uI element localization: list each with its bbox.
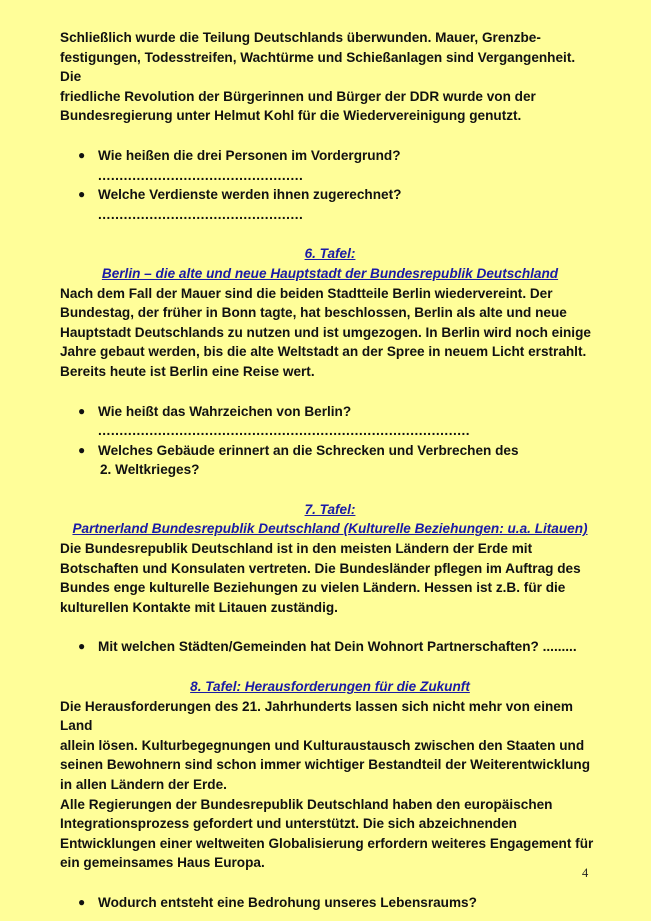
question-item	[60, 441, 600, 480]
bullet-icon: ●	[78, 442, 86, 457]
question-item	[60, 185, 600, 224]
tafel7-number: 7. Tafel:	[304, 501, 356, 517]
tafel7-questions	[60, 637, 600, 657]
question-text: Mit welchen Städten/Gemeinden hat Dein Wohnort Partnerschaften? .........	[98, 639, 577, 655]
answer-line: ................................................	[98, 206, 304, 222]
question-text: Wie heißt das Wahrzeichen von Berlin?	[98, 403, 352, 419]
question-continuation: 2. Weltkrieges?	[100, 462, 200, 478]
question-item	[60, 893, 600, 913]
question-text: Welches Gebäude erinnert an die Schrecken und Verbrechen des	[98, 442, 519, 458]
question-text: Wie heißen die drei Personen im Vordergrund?	[98, 147, 401, 163]
tafel7-title: Partnerland Bundesrepublik Deutschland (Kulturelle Beziehungen: u.a. Litauen)	[72, 521, 588, 537]
tafel6-questions	[60, 402, 600, 480]
question-item	[60, 402, 600, 441]
page-number: 4	[582, 866, 589, 880]
tafel7-paragraph: Die Bundesrepublik Deutschland ist in den meisten Ländern der Erde mit Botschaften und Konsulaten vertreten. Die Bundesländer pflegen im Auftrag des Bundes enge kulturelle Beziehungen zu vielen Ländern. Hessen ist z.B. für die kulturellen Kontakte mit Litauen zuständig.	[60, 541, 581, 615]
answer-line: .......................................................................................	[98, 423, 471, 439]
tafel6-number: 6. Tafel:	[304, 246, 356, 262]
answer-line: ................................................	[98, 167, 304, 183]
question-item	[60, 146, 600, 185]
question-text: Wodurch entsteht eine Bedrohung unseres Lebensraums?	[98, 894, 477, 910]
bullet-icon: ●	[78, 639, 86, 654]
bullet-icon: ●	[78, 894, 86, 909]
bullet-icon: ●	[78, 187, 86, 202]
question-text: Welche Verdienste werden ihnen zugerechnet?	[98, 187, 402, 203]
bullet-icon: ●	[78, 403, 86, 418]
tafel8-questions	[60, 893, 600, 913]
tafel6-paragraph: Nach dem Fall der Mauer sind die beiden Stadtteile Berlin wiedervereint. Der Bundestag, der früher in Bonn tagte, hat beschlossen, Berlin als alte und neue Hauptstadt Deutschlands zu nutzen und ist umgezogen. In Berlin wird noch einige Jahre gebaut werden, bis die alte Weltstadt an der Spree in neuem Licht erstrahlt. Bereits heute ist Berlin eine Reise wert.	[60, 285, 591, 379]
intro-paragraph: Schließlich wurde die Teilung Deutschlands überwunden. Mauer, Grenzbe- festigungen, Todesstreifen, Wachtürme und Schießanlagen sind Vergangenheit. Die friedliche Revolution der Bürgerinnen und Bürger der DDR wurde von der Bundesregierung unter Helmut Kohl für die Wiedervereinigung genutzt.	[60, 30, 576, 124]
document-page	[60, 28, 600, 913]
bullet-icon: ●	[78, 147, 86, 162]
tafel8-title: 8. Tafel: Herausforderungen für die Zukunft	[190, 679, 470, 695]
intro-questions	[60, 146, 600, 224]
tafel8-paragraph: Die Herausforderungen des 21. Jahrhunderts lassen sich nicht mehr von einem Land allein lösen. Kulturbegegnungen und Kulturaustausch zwischen den Staaten und seinen Bewohnern sind schon immer wichtiger Bestandteil der Weiterentwicklung in allen Ländern der Erde. Alle Regierungen der Bundesrepublik Deutschland haben den europäischen Integrationsprozess gefordert und unterstützt. Die sich abzeichnenden Entwicklungen einer weltweiten Globalisierung erfordern weiteres Engagement für ein gemeinsames Haus Europa.	[60, 698, 594, 871]
question-item	[60, 637, 600, 657]
tafel6-title: Berlin – die alte und neue Hauptstadt der Bundesrepublik Deutschland	[101, 265, 559, 281]
